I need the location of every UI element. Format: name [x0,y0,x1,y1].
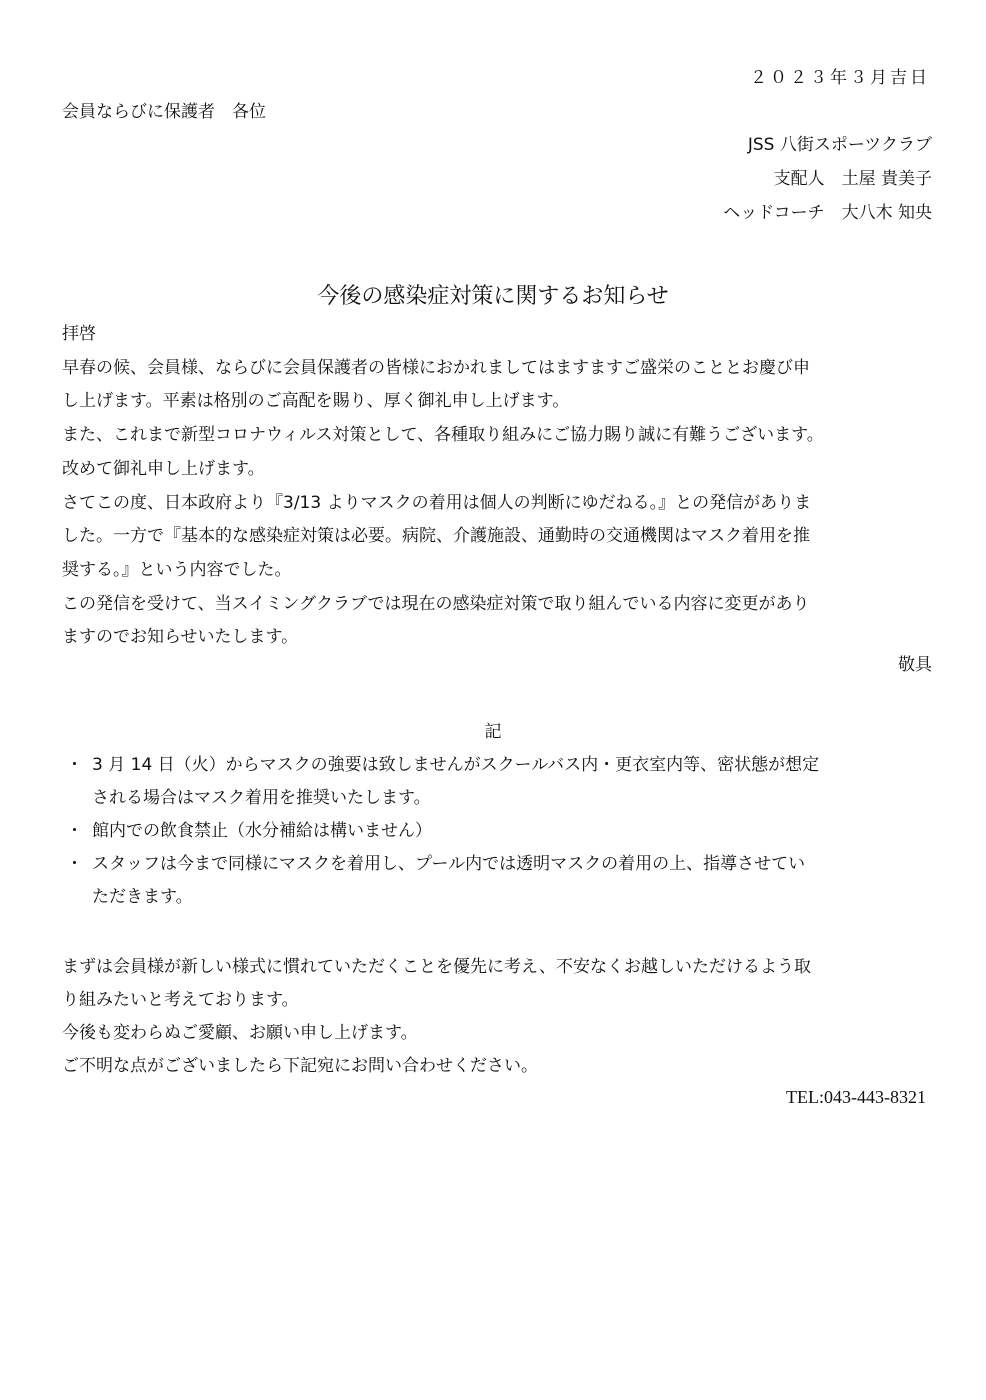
sender-manager: 支配人 土屋 貴美子 [773,169,932,189]
document-title: 今後の感染症対策に関するお知らせ [317,284,669,309]
closing-line: ご不明な点がございましたら下記宛にお問い合わせください。 [62,1056,538,1076]
body-line: また、これまで新型コロナウィルス対策として、各種取り組みにご協力賜り誠に有難うございます。 [62,425,824,446]
contact-phone: TEL:043-443-8321 [786,1087,926,1107]
body-line: ますのでお知らせいたします。 [62,627,299,648]
body-line: した。一方で『基本的な感染症対策は必要。病院、介護施設、通勤時の交通機関はマスク着用を推 [62,526,810,547]
closing-salutation: 敬具 [898,655,932,675]
list-item-line: 館内での飲食禁止（水分補給は構いません） [92,821,432,841]
list-item-line: 3 月 14 日（火）からマスクの強要は致しませんがスクールバス内・更衣室内等、密状態が想定 [92,755,820,775]
closing-text [62,951,942,1083]
sender-organization: JSS 八街スポーツクラブ [747,135,932,155]
body-line: さてこの度、日本政府より『3/13 よりマスクの着用は個人の判断にゆだねる。』との発信がありま [62,492,812,513]
body-line: 奨する。』という内容でした。 [62,559,292,580]
list-item [62,749,942,815]
body-line: 改めて御礼申し上げます。 [62,458,265,479]
closing-line: 今後も変わらぬご愛顧、お願い申し上げます。 [62,1023,418,1043]
bullet-mark: ・ [66,854,83,874]
ki-heading: 記 [484,722,502,742]
addressee: 会員ならびに保護者 各位 [62,102,266,122]
document-date: ２０２３年３月吉日 [750,68,930,88]
list-item-line: される場合はマスク着用を推奨いたします。 [92,788,431,808]
list-item-line: ただきます。 [92,887,193,907]
list-item [62,815,942,848]
closing-line: り組みたいと考えております。 [62,990,299,1010]
sender-head-coach: ヘッドコーチ 大八木 知央 [723,203,932,223]
body-line: この発信を受けて、当スイミングクラブでは現在の感染症対策で取り組んでいる内容に変更があり [62,593,810,614]
body-line: し上げます。平素は格別のご高配を賜り、厚く御礼申し上げます。 [62,391,570,412]
bullet-mark: ・ [66,821,83,841]
closing-line: まずは会員様が新しい様式に慣れていただくことを優先に考え、不安なくお越しいただけるよう取 [62,957,812,977]
body-line: 拝啓 [62,324,96,344]
list-item-line: スタッフは今まで同様にマスクを着用し、プール内では透明マスクの着用の上、指導させてい [92,854,806,874]
body-line: 早春の候、会員様、ならびに会員保護者の皆様におかれましてはますますご盛栄のこととお慶び申 [62,357,810,378]
measures-list [62,749,942,914]
bullet-mark: ・ [66,755,83,775]
list-item [62,848,942,914]
body-text [62,318,942,655]
